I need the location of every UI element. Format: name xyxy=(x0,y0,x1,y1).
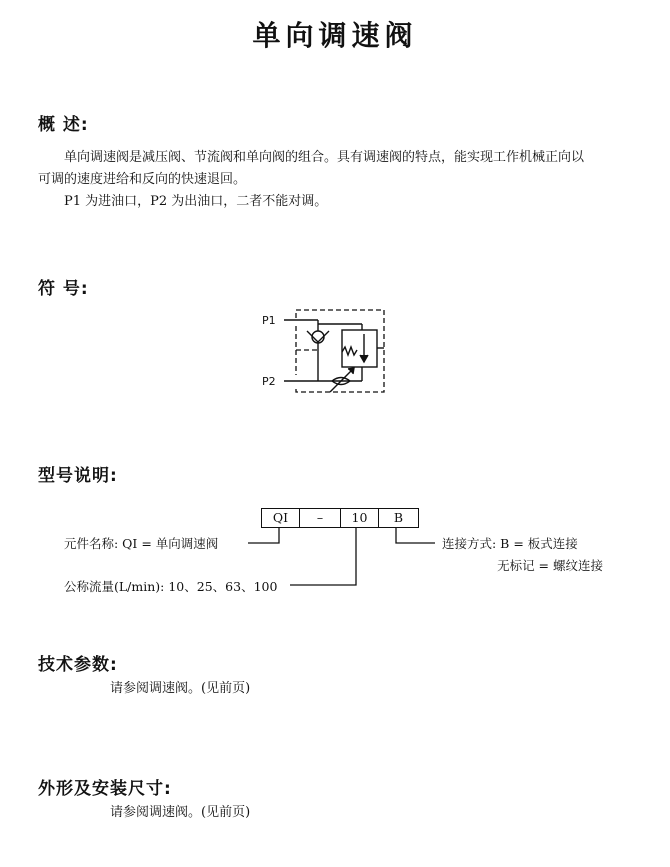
valve-spring xyxy=(342,347,357,355)
model-connection-label-threaded: 无标记 = 螺纹连接 xyxy=(497,558,603,573)
overview-para2: P1 为进油口，P2 为出油口，二者不能对调。 xyxy=(64,194,328,209)
port-p1-label: P1 xyxy=(262,314,276,327)
check-valve-seat xyxy=(307,331,329,342)
port-p2-label: P2 xyxy=(262,375,276,388)
tech-heading: 技术参数: xyxy=(38,655,118,675)
overview-heading: 概 述: xyxy=(38,115,89,135)
model-box-dash: – xyxy=(300,509,341,527)
pressure-reducing-valve xyxy=(342,330,377,367)
dimensions-text: 请参阅调速阀。(见前页) xyxy=(110,805,251,820)
symbol-heading: 符 号: xyxy=(38,279,89,299)
model-name-label: 元件名称: QI = 单向调速阀 xyxy=(64,536,219,551)
model-flow-label: 公称流量(L/min): 10、25、63、100 xyxy=(64,579,278,594)
page-title: 单向调速阀 xyxy=(252,19,418,52)
model-code-boxes xyxy=(261,508,419,528)
model-box-flow: 10 xyxy=(341,509,379,527)
model-box-series: QI xyxy=(262,509,300,527)
overview-para1-line1: 单向调速阀是减压阀、节流阀和单向阀的组合。具有调速阀的特点，能实现工作机械正向以 xyxy=(64,150,585,165)
hydraulic-symbol-diagram xyxy=(262,304,392,398)
valve-envelope-dashed xyxy=(296,310,384,392)
model-box-connection: B xyxy=(393,510,404,525)
model-connection-label: 连接方式: B = 板式连接 xyxy=(442,536,578,551)
overview-para1-line2: 可调的速度进给和反向的快速退回。 xyxy=(38,172,247,187)
dimensions-heading: 外形及安装尺寸: xyxy=(38,779,172,799)
tech-text: 请参阅调速阀。(见前页) xyxy=(110,681,251,696)
model-heading: 型号说明: xyxy=(38,466,118,486)
